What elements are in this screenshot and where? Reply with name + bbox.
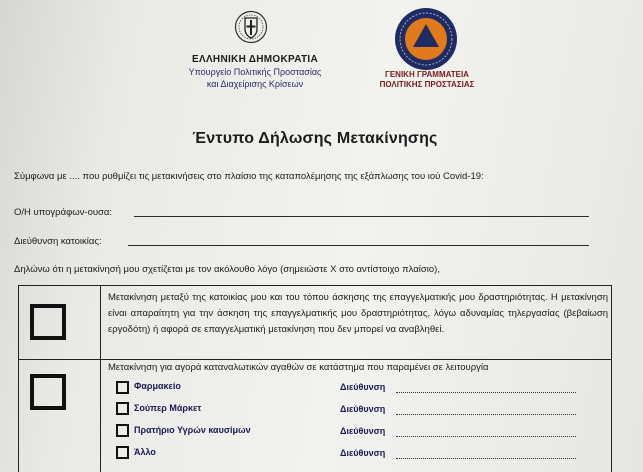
supermarket-label: Σούπερ Μάρκετ [134,403,202,413]
intro-text: Σύμφωνα με .... που ρυθμίζει τις μετακινήσεις στο πλαίσιο της καταπολέμησης της εξάπλωσης του ιού Covid-19: [14,171,484,182]
fuel-station-label: Πρατήριο Υγρών καυσίμων [134,425,251,435]
table-column-divider [100,286,101,472]
pharmacy-address-label: Διεύθυνση [340,382,386,392]
civil-protection-triangle-seal-icon [393,6,459,72]
secretariat-heading [372,70,482,90]
other-address-field[interactable] [396,458,576,459]
pharmacy-label: Φαρμακείο [134,381,181,391]
gov-title: ΕΛΛΗΝΙΚΗ ΔΗΜΟΚΡΑΤΙΑ [192,54,318,65]
other-address-label: Διεύθυνση [340,448,386,458]
government-heading [160,54,350,90]
option-1-text: Μετακίνηση μεταξύ της κατοικίας μου και του τόπου άσκησης της επαγγελματικής μου δραστηριότητας. Η μετακίνηση είναι απαραίτητη για την άσκηση της επαγγελματικής μου δραστηριότητας, λόγω αδυναμίας τηλεργασίας (βεβαίωση εργοδότη) ή αφορά σε επαγγελματική μετακίνηση που δεν μπορεί να αναβληθεί. [108,292,608,335]
ministry-line-2: και Διαχείρισης Κρίσεων [206,79,304,89]
address-label: Διεύθυνση κατοικίας: [14,236,102,247]
secretariat-line-2: ΠΟΛΙΤΙΚΗΣ ΠΡΟΣΤΑΣΙΑΣ [379,80,475,89]
fuel-station-address-field[interactable] [396,436,576,437]
pharmacy-address-field[interactable] [396,392,576,393]
fuel-station-checkbox[interactable] [116,424,129,437]
secretariat-line-1: ΓΕΝΙΚΗ ΓΡΑΜΜΑΤΕΙΑ [385,70,469,79]
other-checkbox[interactable] [116,446,129,459]
signer-field[interactable] [134,216,589,217]
supermarket-checkbox[interactable] [116,402,129,415]
other-label: Άλλο [134,447,156,457]
signer-label: Ο/Η υπογράφων-ουσα: [14,207,113,218]
greek-coat-of-arms-icon [234,10,268,44]
pharmacy-checkbox[interactable] [116,381,129,394]
supermarket-address-label: Διεύθυνση [340,404,386,414]
declaration-text: Δηλώνω ότι η μετακίνησή μου σχετίζεται με τον ακόλουθο λόγο (σημειώστε Χ στο αντίστοιχο πλαίσιο), [14,264,440,275]
option-1-checkbox[interactable] [30,304,66,340]
address-field[interactable] [128,245,589,246]
fuel-station-address-label: Διεύθυνση [340,426,386,436]
form-title: Έντυπο Δήλωσης Μετακίνησης [192,130,438,147]
supermarket-address-field[interactable] [396,414,576,415]
option-2-checkbox[interactable] [30,374,66,410]
table-row-divider [18,359,612,360]
ministry-line-1: Υπουργείο Πολιτικής Προστασίας [188,67,322,77]
option-2-text: Μετακίνηση για αγορά καταναλωτικών αγαθών σε κατάστημα που παραμένει σε λειτουργία [108,362,489,373]
